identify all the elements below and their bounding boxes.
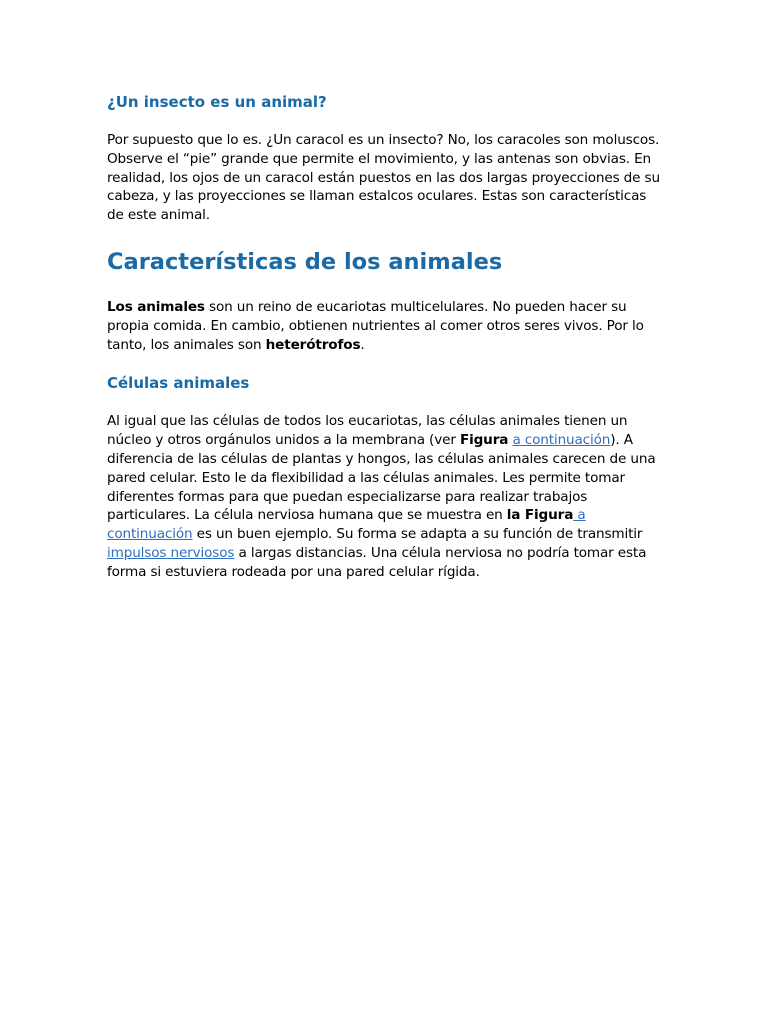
paragraph-caracteristicas bbox=[107, 298, 663, 354]
text-span: es un buen ejemplo. Su forma se adapta a su función de transmitir bbox=[192, 526, 643, 543]
heading-caracteristicas: Características de los animales bbox=[107, 248, 503, 275]
link-a-continuacion-1[interactable]: a continuación bbox=[512, 432, 611, 449]
term-figura: Figura bbox=[459, 432, 509, 449]
document-content bbox=[107, 92, 663, 582]
text-span: ). A diferencia de las células de plantas y hongos, las células animales carecen de una pared celular. Esto le da flexibilidad a las células animales. Les permite tomar diferentes formas para que puedan especializarse para realizar trabajos particulares. La célula nerviosa humana que se muestra en bbox=[107, 432, 656, 524]
text-span: a largas distancias. Una célula nerviosa no podría tomar esta forma si estuviera rodeada por una pared celular rígida. bbox=[107, 544, 647, 580]
paragraph-insecto: Por supuesto que lo es. ¿Un caracol es un insecto? No, los caracoles son moluscos. Observe el “pie” grande que permite el movimiento, y las antenas son obvias. En realidad, los ojos de un caracol están puestos en las dos largas proyecciones de su cabeza, y las proyecciones se llaman estalcos oculares. Estas son características de este animal. bbox=[107, 132, 660, 224]
term-heterotrofos: heterótrofos bbox=[265, 336, 361, 353]
paragraph-celulas bbox=[107, 412, 663, 581]
term-la-figura: la Figura bbox=[506, 507, 574, 524]
link-impulsos-nerviosos[interactable]: impulsos nerviosos bbox=[107, 544, 235, 561]
text-span: son un reino de eucariotas multicelulares. No pueden hacer su propia comida. En cambio, obtienen nutrientes al comer otros seres vivos. Por lo tanto, los animales son bbox=[107, 298, 644, 353]
link-text: a continuación bbox=[107, 507, 586, 543]
text-span: . bbox=[360, 336, 365, 353]
heading-insecto: ¿Un insecto es un animal? bbox=[107, 93, 327, 111]
term-los-animales: Los animales bbox=[107, 298, 205, 315]
text-span: Al igual que las células de todos los eucariotas, las células animales tienen un núcleo y otros orgánulos unidos a la membrana (ver bbox=[107, 413, 628, 449]
heading-celulas: Células animales bbox=[107, 374, 250, 393]
